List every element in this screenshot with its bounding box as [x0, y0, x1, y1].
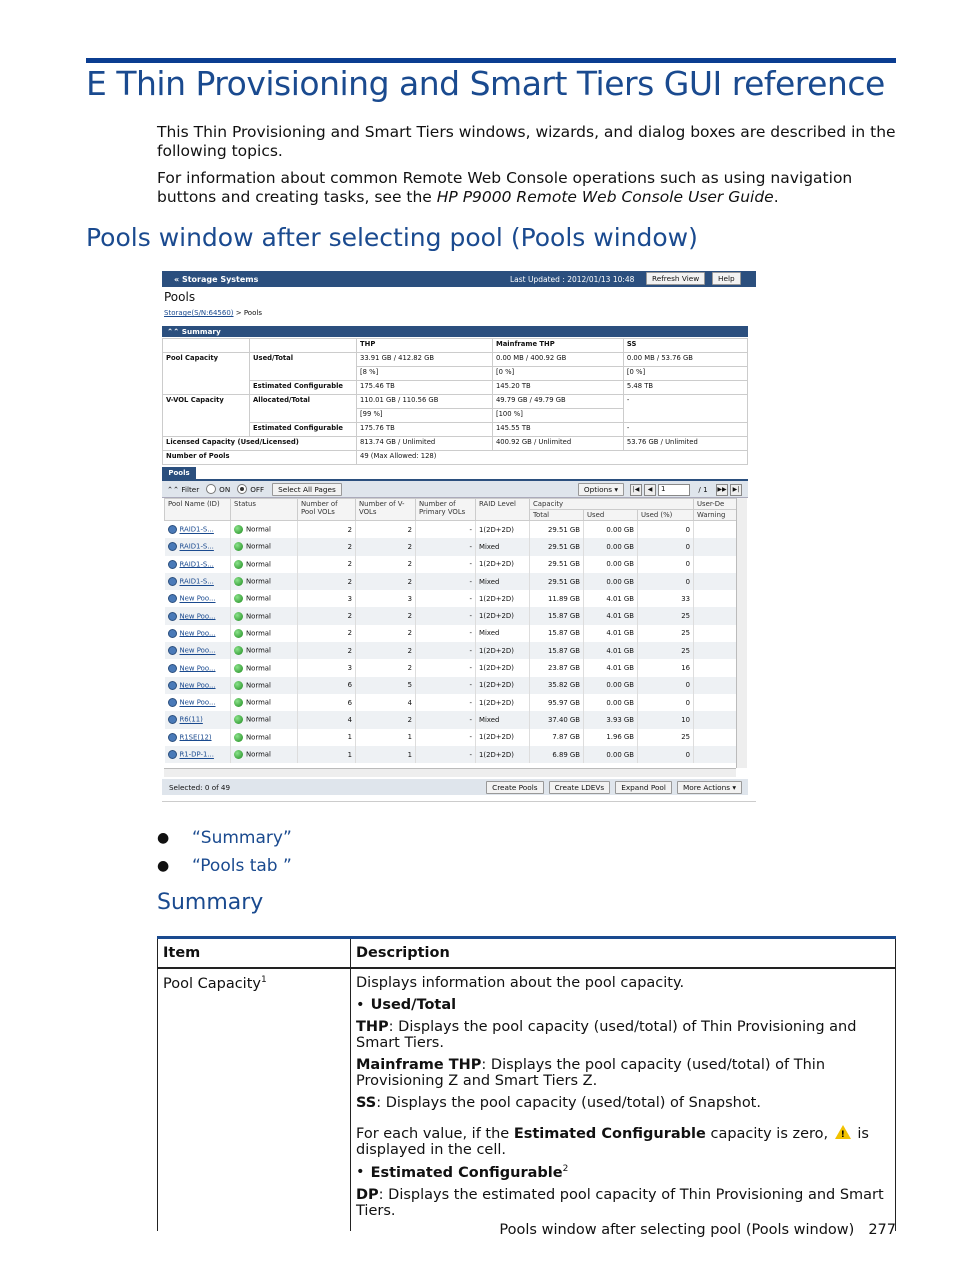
pool-vols-cell: 3: [298, 590, 356, 607]
vvols-cell: 3: [356, 590, 416, 607]
primary-vols-cell: -: [416, 642, 476, 659]
col-total[interactable]: Total: [530, 510, 584, 521]
status-text: Normal: [246, 629, 271, 638]
select-all-pages-button[interactable]: Select All Pages: [272, 483, 342, 496]
first-page-icon[interactable]: |◀: [630, 484, 642, 496]
raid-level-cell: 1(2D+2D): [476, 694, 530, 711]
pool-name-link[interactable]: New Poo...: [179, 594, 216, 603]
vvols-cell: 2: [356, 711, 416, 728]
total-cell: 7.87 GB: [530, 729, 584, 746]
primary-vols-cell: -: [416, 538, 476, 555]
col-warning[interactable]: Warning: [694, 510, 737, 521]
create-pools-button[interactable]: Create Pools: [486, 781, 543, 794]
pool-vols-cell: 2: [298, 573, 356, 590]
pools-grid: [164, 498, 737, 763]
pool-name-link[interactable]: R1SE(12): [179, 733, 212, 742]
status-normal-icon: [234, 646, 243, 655]
table-row[interactable]: [165, 746, 737, 763]
vvols-cell: 2: [356, 521, 416, 539]
top-rule: [86, 58, 896, 63]
col-raid-level[interactable]: RAID Level: [476, 499, 530, 521]
list-item: ● “Pools tab ”: [157, 856, 292, 876]
pool-vols-cell: 4: [298, 711, 356, 728]
page-input[interactable]: 1: [658, 484, 690, 496]
vvols-cell: 2: [356, 556, 416, 573]
used-cell: 0.00 GB: [584, 521, 638, 539]
raid-level-cell: 1(2D+2D): [476, 556, 530, 573]
subsection-title: Summary: [157, 890, 264, 915]
warning-cell: [694, 746, 737, 763]
next-page-icon[interactable]: ▶▶: [716, 484, 728, 496]
pool-name-link[interactable]: RAID1-S...: [179, 560, 214, 569]
status-text: Normal: [246, 594, 271, 603]
pool-icon: [168, 612, 177, 621]
pool-vols-cell: 6: [298, 677, 356, 694]
used-pct-cell: 10: [638, 711, 694, 728]
col-vvols[interactable]: Number of V-VOLs: [356, 499, 416, 521]
primary-vols-cell: -: [416, 746, 476, 763]
col-pool-vols[interactable]: Number of Pool VOLs: [298, 499, 356, 521]
raid-level-cell: 1(2D+2D): [476, 607, 530, 624]
total-cell: 11.89 GB: [530, 590, 584, 607]
page-total: / 1: [698, 485, 708, 494]
used-cell: 4.01 GB: [584, 607, 638, 624]
used-pct-cell: 25: [638, 729, 694, 746]
options-dropdown[interactable]: Options ▾: [578, 483, 624, 496]
vvols-cell: 2: [356, 573, 416, 590]
used-cell: 0.00 GB: [584, 677, 638, 694]
pool-icon: [168, 525, 177, 534]
col-item-header: Item: [158, 938, 351, 969]
pool-icon: [168, 698, 177, 707]
warning-icon: [835, 1125, 851, 1139]
pool-icon: [168, 715, 177, 724]
more-actions-button[interactable]: More Actions ▾: [677, 781, 742, 794]
breadcrumb-storage-link[interactable]: Storage(S/N:64560): [164, 309, 234, 317]
intro-paragraph-1: This Thin Provisioning and Smart Tiers windows, wizards, and dialog boxes are described in the following topics.: [157, 123, 896, 160]
used-pct-cell: 25: [638, 642, 694, 659]
used-pct-cell: 0: [638, 677, 694, 694]
pool-vols-cell: 1: [298, 746, 356, 763]
status-normal-icon: [234, 698, 243, 707]
primary-vols-cell: -: [416, 573, 476, 590]
pool-vols-cell: 2: [298, 607, 356, 624]
vvols-cell: 2: [356, 538, 416, 555]
total-cell: 6.89 GB: [530, 746, 584, 763]
prev-page-icon[interactable]: ◀: [644, 484, 656, 496]
total-cell: 29.51 GB: [530, 573, 584, 590]
storage-systems-title[interactable]: « Storage Systems: [174, 274, 259, 284]
used-cell: 0.00 GB: [584, 694, 638, 711]
status-normal-icon: [234, 612, 243, 621]
summary-table: THP Mainframe THP SS Pool Capacity Used/Total 33.91 GB / 412.82 GB 0.00 MB / 400.92 GB 0.00 MB / 53.76 GB [8 %] [0 %] [0 %] Estimated Configurable 175.46 TB 145.20 TB 5.48 TB V-VOL Capacity Allocated/Total 110.01 GB / 110.56 GB 49.79 GB / 49.79 GB - [99 %] [100 %] Estimated Configurable 175.76 TB 145.55 TB - Licensed Capacity (Used/Licensed) 813.74 GB / Unlimited 400.92 GB / Unlimited 53.76 GB / Unlimited Number of Pools 49 (Max Allowed: 128): [162, 338, 748, 465]
pool-icon: [168, 750, 177, 759]
primary-vols-cell: -: [416, 677, 476, 694]
total-cell: 95.97 GB: [530, 694, 584, 711]
breadcrumb: Storage(S/N:64560) > Pools: [164, 309, 262, 317]
filter-toggle[interactable]: ⌃⌃ Filter: [167, 484, 200, 494]
status-text: Normal: [246, 698, 271, 707]
pools-window-screenshot: [162, 271, 756, 802]
warning-cell: [694, 556, 737, 573]
filter-bar: ⌃⌃ Filter ON OFF Select All Pages Options ▾ |◀ ◀ 1 / 1 ▶▶ ▶|: [162, 481, 748, 498]
status-normal-icon: [234, 525, 243, 534]
desc-pool-capacity: Displays information about the pool capacity. • Used/Total THP: Displays the pool capacity (used/total) of Thin Provisioning and Smart Tiers. Mainframe THP: Displays the pool capacity (used/total) of Thin Provisioning Z and Smart Tiers Z. SS: Displays the pool capacity (used/total) of Snapshot. For each value, if the Estimated Configurable capacity is zero, ! is displayed in the cell. • Estimated Configurable$^2$ DP: Displays the estimated pool capacity of Thin Provisioning and Smart Tiers.: [351, 968, 896, 1231]
vvols-cell: 2: [356, 607, 416, 624]
vvols-cell: 2: [356, 659, 416, 676]
used-cell: 4.01 GB: [584, 625, 638, 642]
pager: [578, 483, 742, 496]
warning-cell: [694, 659, 737, 676]
filter-on-radio[interactable]: [206, 484, 216, 494]
col-user-defined[interactable]: User-De: [694, 499, 737, 510]
tab-strip: [162, 467, 748, 481]
primary-vols-cell: -: [416, 521, 476, 539]
used-cell: 4.01 GB: [584, 590, 638, 607]
pool-icon: [168, 733, 177, 742]
vvols-cell: 2: [356, 642, 416, 659]
vvols-cell: 1: [356, 746, 416, 763]
status-text: Normal: [246, 715, 271, 724]
table-row[interactable]: [165, 642, 737, 659]
warning-cell: [694, 625, 737, 642]
table-row[interactable]: [165, 659, 737, 676]
table-row[interactable]: [165, 677, 737, 694]
pool-icon: [168, 577, 177, 586]
table-row[interactable]: [165, 521, 737, 539]
warning-cell: [694, 729, 737, 746]
pool-vols-cell: 2: [298, 625, 356, 642]
warning-cell: [694, 694, 737, 711]
total-cell: 35.82 GB: [530, 677, 584, 694]
col-status[interactable]: Status: [231, 499, 298, 521]
pool-vols-cell: 2: [298, 521, 356, 539]
table-row[interactable]: [165, 607, 737, 624]
col-capacity: Capacity: [530, 499, 694, 510]
pool-name-link[interactable]: R6(11): [179, 715, 203, 724]
total-cell: 15.87 GB: [530, 642, 584, 659]
pool-name-link[interactable]: New Poo...: [179, 646, 216, 655]
status-text: Normal: [246, 733, 271, 742]
status-text: Normal: [246, 646, 271, 655]
col-primary-vols[interactable]: Number of Primary VOLs: [416, 499, 476, 521]
status-text: Normal: [246, 542, 271, 551]
status-text: Normal: [246, 560, 271, 569]
pool-icon: [168, 629, 177, 638]
status-normal-icon: [234, 594, 243, 603]
pool-name-link[interactable]: New Poo...: [179, 698, 216, 707]
status-normal-icon: [234, 750, 243, 759]
vvols-cell: 4: [356, 694, 416, 711]
primary-vols-cell: -: [416, 556, 476, 573]
horizontal-scrollbar[interactable]: [164, 768, 736, 777]
filter-off-radio[interactable]: [237, 484, 247, 494]
used-cell: 1.96 GB: [584, 729, 638, 746]
vvols-cell: 2: [356, 625, 416, 642]
warning-cell: [694, 607, 737, 624]
expand-pool-button[interactable]: Expand Pool: [615, 781, 672, 794]
footer-bar: [162, 779, 748, 795]
pool-name-link[interactable]: RAID1-S...: [179, 577, 214, 586]
raid-level-cell: 1(2D+2D): [476, 746, 530, 763]
pool-vols-cell: 2: [298, 538, 356, 555]
list-item: ● “Summary”: [157, 828, 292, 848]
status-text: Normal: [246, 577, 271, 586]
pool-name-link[interactable]: RAID1-S...: [179, 542, 214, 551]
used-pct-cell: 33: [638, 590, 694, 607]
window-title: Pools: [164, 290, 196, 304]
used-cell: 0.00 GB: [584, 538, 638, 555]
raid-level-cell: Mixed: [476, 573, 530, 590]
table-row[interactable]: [165, 729, 737, 746]
table-row[interactable]: [165, 556, 737, 573]
last-page-icon[interactable]: ▶|: [730, 484, 742, 496]
used-pct-cell: 0: [638, 521, 694, 539]
primary-vols-cell: -: [416, 711, 476, 728]
used-cell: 3.93 GB: [584, 711, 638, 728]
section-title: Pools window after selecting pool (Pools window): [86, 223, 698, 252]
warning-cell: [694, 677, 737, 694]
pool-vols-cell: 6: [298, 694, 356, 711]
primary-vols-cell: -: [416, 590, 476, 607]
raid-level-cell: 1(2D+2D): [476, 677, 530, 694]
status-normal-icon: [234, 577, 243, 586]
pool-vols-cell: 2: [298, 556, 356, 573]
raid-level-cell: Mixed: [476, 711, 530, 728]
status-text: Normal: [246, 681, 271, 690]
total-cell: 29.51 GB: [530, 521, 584, 539]
pool-vols-cell: 2: [298, 642, 356, 659]
warning-cell: [694, 590, 737, 607]
primary-vols-cell: -: [416, 607, 476, 624]
primary-vols-cell: -: [416, 729, 476, 746]
pool-vols-cell: 3: [298, 659, 356, 676]
status-normal-icon: [234, 681, 243, 690]
col-pool-name[interactable]: Pool Name (ID): [165, 499, 231, 521]
create-ldevs-button[interactable]: Create LDEVs: [549, 781, 611, 794]
pool-name-link[interactable]: RAID1-S...: [179, 525, 214, 534]
used-pct-cell: 16: [638, 659, 694, 676]
table-row[interactable]: [165, 538, 737, 555]
status-normal-icon: [234, 715, 243, 724]
pool-name-link[interactable]: R1-DP-1...: [179, 750, 214, 759]
used-pct-cell: 0: [638, 573, 694, 590]
intro-paragraph-2: For information about common Remote Web Console operations such as using navigation buttons and creating tasks, see the HP P9000 Remote Web Console User Guide.: [157, 169, 853, 206]
col-description-header: Description: [351, 938, 896, 969]
col-used-pct[interactable]: Used (%): [638, 510, 694, 521]
used-cell: 0.00 GB: [584, 556, 638, 573]
total-cell: 29.51 GB: [530, 556, 584, 573]
status-normal-icon: [234, 733, 243, 742]
used-cell: 4.01 GB: [584, 659, 638, 676]
pool-name-link[interactable]: New Poo...: [179, 681, 216, 690]
primary-vols-cell: -: [416, 694, 476, 711]
used-cell: 0.00 GB: [584, 746, 638, 763]
pool-name-link[interactable]: New Poo...: [179, 612, 216, 621]
status-normal-icon: [234, 560, 243, 569]
status-text: Normal: [246, 664, 271, 673]
summary-header[interactable]: ⌃⌃ Summary: [162, 326, 748, 337]
total-cell: 15.87 GB: [530, 625, 584, 642]
total-cell: 37.40 GB: [530, 711, 584, 728]
vvols-cell: 5: [356, 677, 416, 694]
description-table: [157, 936, 896, 1231]
used-pct-cell: 0: [638, 538, 694, 555]
pool-icon: [168, 594, 177, 603]
page-footer: [499, 1222, 896, 1238]
pool-icon: [168, 560, 177, 569]
raid-level-cell: Mixed: [476, 625, 530, 642]
raid-level-cell: 1(2D+2D): [476, 729, 530, 746]
warning-cell: [694, 711, 737, 728]
warning-cell: [694, 642, 737, 659]
page-number: 277: [868, 1222, 896, 1238]
col-used[interactable]: Used: [584, 510, 638, 521]
table-row[interactable]: [165, 573, 737, 590]
pools-tab-link[interactable]: “Pools tab ”: [192, 856, 292, 876]
total-cell: 29.51 GB: [530, 538, 584, 555]
footer-section: Pools window after selecting pool (Pools window): [499, 1222, 855, 1238]
table-row[interactable]: [165, 625, 737, 642]
raid-level-cell: 1(2D+2D): [476, 590, 530, 607]
pool-icon: [168, 646, 177, 655]
pool-name-link[interactable]: New Poo...: [179, 664, 216, 673]
tab-pools[interactable]: Pools: [162, 467, 196, 479]
table-row[interactable]: [165, 694, 737, 711]
used-pct-cell: 0: [638, 694, 694, 711]
primary-vols-cell: -: [416, 625, 476, 642]
used-pct-cell: 25: [638, 607, 694, 624]
pool-vols-cell: 1: [298, 729, 356, 746]
used-pct-cell: 0: [638, 556, 694, 573]
pool-icon: [168, 542, 177, 551]
raid-level-cell: 1(2D+2D): [476, 659, 530, 676]
pool-icon: [168, 681, 177, 690]
status-text: Normal: [246, 612, 271, 621]
total-cell: 15.87 GB: [530, 607, 584, 624]
last-updated: Last Updated : 2012/01/13 10:48: [510, 274, 635, 284]
status-text: Normal: [246, 525, 271, 534]
used-pct-cell: 0: [638, 746, 694, 763]
summary-link[interactable]: “Summary”: [192, 828, 292, 848]
used-cell: 0.00 GB: [584, 573, 638, 590]
selected-count: Selected: 0 of 49: [169, 782, 231, 792]
topic-list: [157, 824, 292, 880]
chapter-title: E Thin Provisioning and Smart Tiers GUI reference: [86, 64, 885, 103]
used-cell: 4.01 GB: [584, 642, 638, 659]
primary-vols-cell: -: [416, 659, 476, 676]
vvols-cell: 1: [356, 729, 416, 746]
pool-icon: [168, 664, 177, 673]
item-pool-capacity: Pool Capacity$^1$: [158, 968, 351, 1231]
pool-name-link[interactable]: New Poo...: [179, 629, 216, 638]
vertical-scrollbar[interactable]: [736, 498, 747, 768]
warning-cell: [694, 538, 737, 555]
top-bar: [162, 271, 756, 287]
refresh-view-button[interactable]: Refresh View: [646, 272, 705, 285]
used-pct-cell: 25: [638, 625, 694, 642]
table-row[interactable]: [165, 590, 737, 607]
raid-level-cell: Mixed: [476, 538, 530, 555]
help-button[interactable]: Help: [712, 272, 741, 285]
status-normal-icon: [234, 664, 243, 673]
status-normal-icon: [234, 629, 243, 638]
warning-cell: [694, 573, 737, 590]
total-cell: 23.87 GB: [530, 659, 584, 676]
warning-cell: [694, 521, 737, 539]
raid-level-cell: 1(2D+2D): [476, 521, 530, 539]
status-text: Normal: [246, 750, 271, 759]
table-row[interactable]: [165, 711, 737, 728]
status-normal-icon: [234, 542, 243, 551]
raid-level-cell: 1(2D+2D): [476, 642, 530, 659]
